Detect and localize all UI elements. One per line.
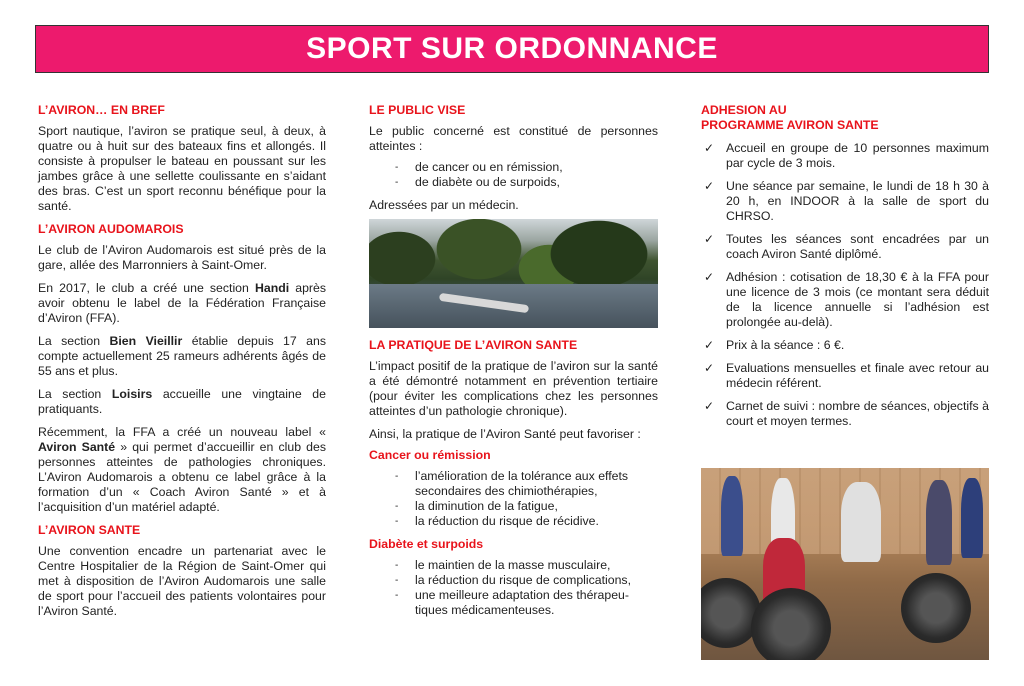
list-item: ✓ Une séance par semaine, le lundi de 18 h 30 à 20 h, en INDOOR à la salle de sport du CHRSO. — [704, 179, 989, 223]
list-item: - une meilleure adaptation des thérapeu-tiques médicamenteuses. — [369, 588, 658, 618]
list-item: ✓ Adhésion : cotisation de 18,30 € à la FFA pour une licence de 3 mois (ce montant sera déduit de la licence annuelle si l’adhésion est prolongée au-delà). — [704, 270, 989, 329]
rowing-river-photo — [369, 219, 658, 328]
paragraph-public: Le public concerné est constitué de personnes atteintes : — [369, 124, 658, 153]
heading-diabete: Diabète et surpoids — [369, 537, 484, 551]
heading-aviron-audomarois: L’AVIRON AUDOMAROIS — [38, 222, 184, 236]
title-banner — [35, 25, 989, 73]
list-cancer — [369, 469, 658, 529]
list-item: - la diminution de la fatigue, — [369, 499, 658, 514]
paragraph-intro: Sport nautique, l’aviron se pratique seul, à deux, à quatre ou à huit sur des bateaux fins et allongés. Il consiste à propulser le bateau en poussant sur les jambes grâce à une sellette coulissante en s’aidant des bras. C’est un sport reconnu bénéfique pour la santé. — [38, 124, 326, 213]
paragraph-impact: L’impact positif de la pratique de l’aviron sur la santé a été démontré notamment en prévention tertiaire (pour éviter les complications chez les personnes atteintes d’un pathologie chronique). — [369, 359, 658, 418]
check-icon: ✓ — [704, 399, 715, 413]
check-icon: ✓ — [704, 270, 715, 284]
column-middle — [369, 103, 658, 626]
list-public — [369, 160, 658, 190]
column-left — [38, 103, 326, 627]
list-item: - l’amélioration de la tolérance aux effets secondaires des chimiothérapies, — [369, 469, 658, 499]
list-item: ✓ Evaluations mensuelles et finale avec retour au médecin référent. — [704, 361, 989, 390]
paragraph-adressees: Adressées par un médecin. — [369, 198, 519, 212]
list-item: ✓ Accueil en groupe de 10 personnes maximum par cycle de 3 mois. — [704, 141, 989, 170]
paragraph-club-location: Le club de l’Aviron Audomarois est situé près de la gare, allée des Marronniers à Saint-Omer. — [38, 243, 326, 272]
list-item: - de cancer ou en rémission, — [369, 160, 658, 175]
check-icon: ✓ — [704, 141, 715, 155]
paragraph-handi: En 2017, le club a créé une section Handi après avoir obtenu le label de la Fédération Française d’Aviron (FFA). — [38, 281, 326, 325]
column-right — [701, 103, 989, 437]
paragraph-bien-vieillir: La section Bien Vieillir établie depuis 17 ans compte actuellement 25 rameurs adhérents âgés de 55 ans et plus. — [38, 334, 326, 378]
paragraph-favoriser: Ainsi, la pratique de l’Aviron Santé peut favoriser : — [369, 427, 641, 441]
check-icon: ✓ — [704, 361, 715, 375]
indoor-rowing-photo — [701, 468, 989, 660]
check-icon: ✓ — [704, 338, 715, 352]
paragraph-loisirs: La section Loisirs accueille une vingtaine de pratiquants. — [38, 387, 326, 416]
heading-aviron-en-bref: L’AVIRON… EN BREF — [38, 103, 165, 117]
heading-adhesion: ADHESION AU PROGRAMME AVIRON SANTE — [701, 103, 879, 132]
check-icon: ✓ — [704, 232, 715, 246]
paragraph-convention: Une convention encadre un partenariat avec le Centre Hospitalier de la Région de Saint-Omer qui met à disposition de l’Aviron Audomarois une salle de sport pour l’accueil des patients volontaires pour l’Aviron Santé. — [38, 544, 326, 618]
list-item: - de diabète ou de surpoids, — [369, 175, 658, 190]
heading-pratique: LA PRATIQUE DE L’AVIRON SANTE — [369, 338, 578, 352]
check-icon: ✓ — [704, 179, 715, 193]
heading-aviron-sante: L’AVIRON SANTE — [38, 523, 141, 537]
heading-cancer: Cancer ou rémission — [369, 448, 491, 462]
list-item: - la réduction du risque de complications, — [369, 573, 658, 588]
list-item: ✓ Carnet de suivi : nombre de séances, objectifs à court et moyen termes. — [704, 399, 989, 428]
list-item: ✓ Prix à la séance : 6 €. — [704, 338, 845, 352]
list-item: ✓ Toutes les séances sont encadrées par un coach Aviron Santé diplômé. — [704, 232, 989, 261]
paragraph-label-sante: Récemment, la FFA a créé un nouveau label « Aviron Santé » qui permet d’accueillir en club des personnes atteintes de pathologies chroniques. L’Aviron Audomarois a obtenu ce label grâce à la formation d’un « Coach Aviron Santé » et à l’acquisition d’un matériel adapté. — [38, 425, 327, 514]
list-item: - le maintien de la masse musculaire, — [369, 558, 658, 573]
heading-public-vise: LE PUBLIC VISE — [369, 103, 466, 117]
list-adhesion — [701, 141, 989, 429]
list-diabete — [369, 558, 658, 618]
page-title: SPORT SUR ORDONNANCE — [306, 32, 718, 65]
list-item: - la réduction du risque de récidive. — [369, 514, 658, 529]
